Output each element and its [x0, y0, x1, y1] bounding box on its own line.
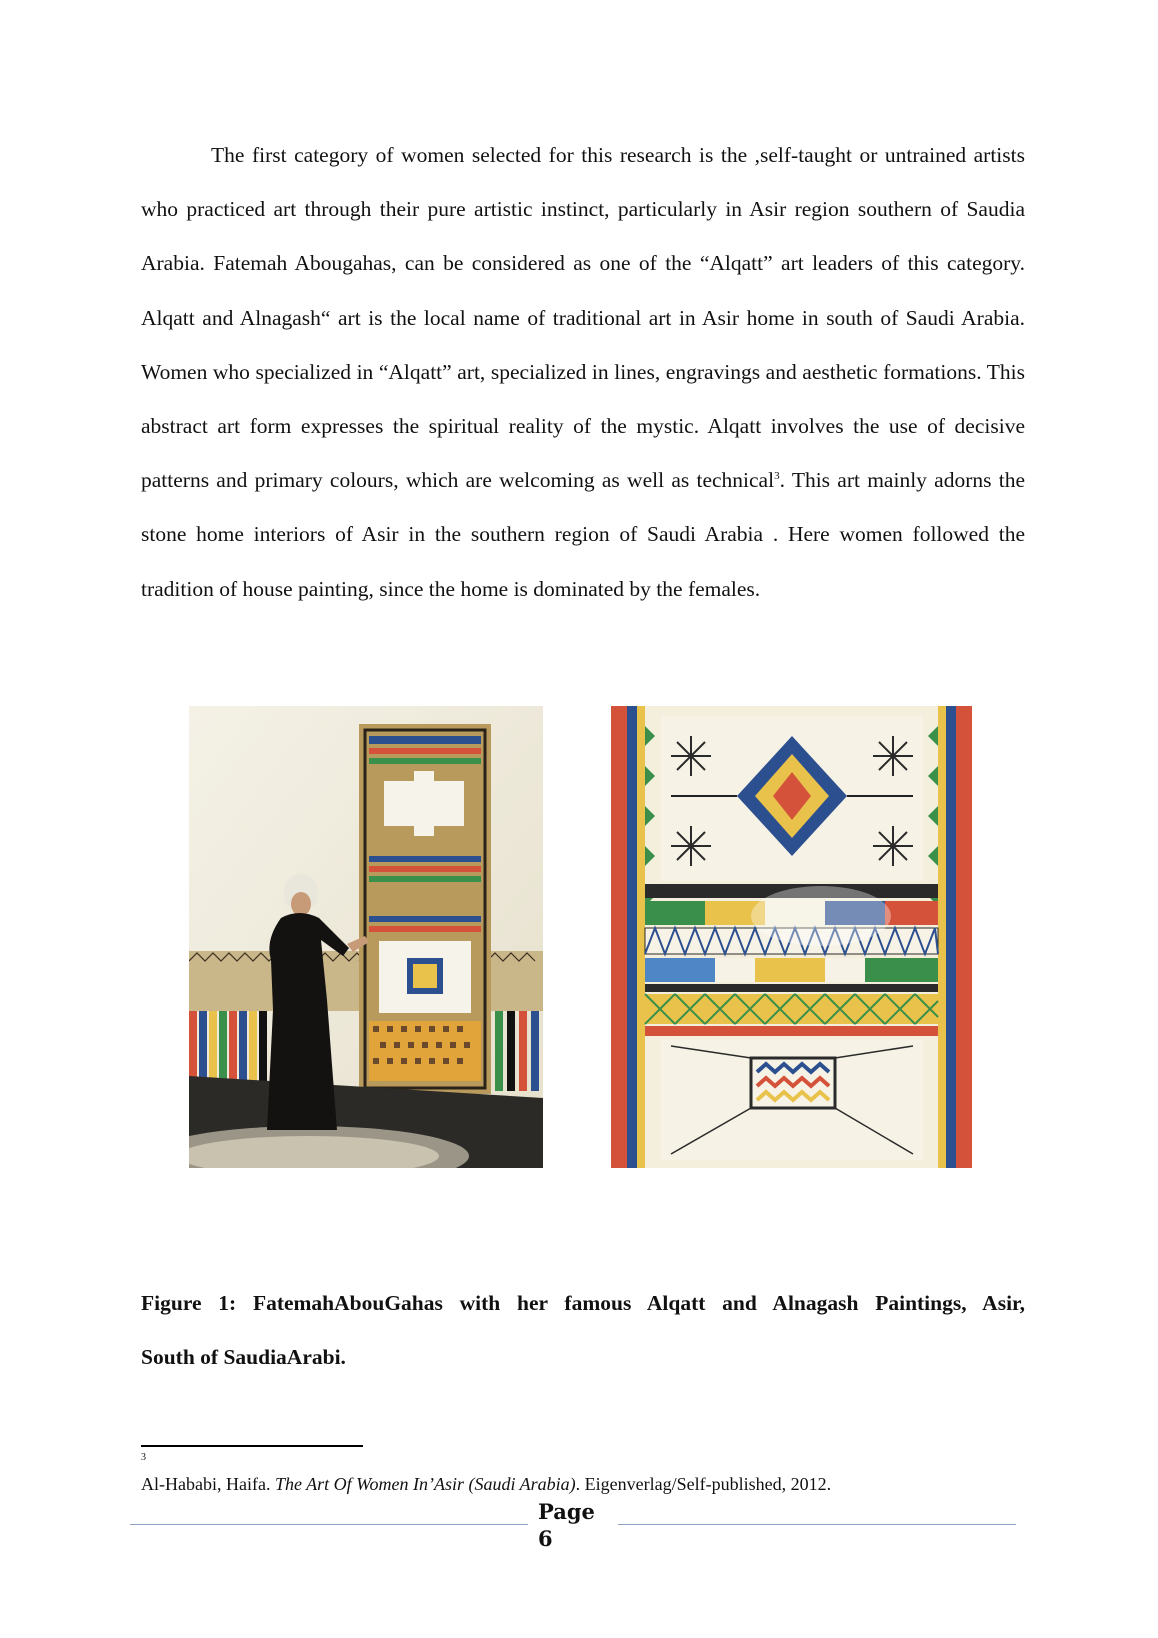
- figure-caption-line2: South of SaudiaArabi.: [141, 1345, 346, 1369]
- body-text-part2: . This art mainly adorns the stone home interiors of Asir in the southern region of Saudi Arabia . Here women followed the tradition of house painting, since the home is dominated by the females.: [141, 468, 1026, 601]
- page-word: Page: [538, 1499, 595, 1524]
- footnote-author: Al-Hababi, Haifa.: [141, 1474, 275, 1494]
- footnote-text: [141, 1472, 831, 1496]
- body-paragraph: [141, 128, 1025, 616]
- footer-rule-left: [130, 1524, 528, 1525]
- footnote-title: The Art Of Women In’Asir (Saudi Arabia): [274, 1474, 576, 1494]
- footnote-publisher: . Eigenverlag/Self-published, 2012.: [575, 1474, 832, 1494]
- figure-caption: [141, 1276, 1025, 1384]
- body-text-part1: The first category of women selected for this research is the ,self-taught or untrained artists who practiced art through their pure artistic instinct, particularly in Asir region southern of Saudia Arabia. Fatemah Abougahas, can be considered as one of the “Alqatt” art leaders of this category. Alqatt and Alnagash“ art is the local name of traditional art in Asir home in south of Saudi Arabia. Women who specialized in “Alqatt” art, specialized in lines, engravings and aesthetic formations. This abstract art form expresses the spiritual reality of the mystic. Alqatt involves the use of decisive patterns and primary colours, which are welcoming as well as technical: [141, 143, 1025, 493]
- footnote-number: 3: [141, 1452, 146, 1463]
- figure-caption-line1: Figure 1: FatemahAbouGahas with her famous Alqatt and Alnagash Paintings, Asir,: [141, 1291, 1025, 1315]
- page-number: 6: [538, 1526, 553, 1551]
- footnote-separator: [141, 1445, 363, 1447]
- figure-photo-woman-painting: [189, 706, 543, 1168]
- page-number-label: [538, 1498, 595, 1552]
- figure-photo-alqatt-painting: [611, 706, 972, 1168]
- footer-rule-right: [618, 1524, 1016, 1525]
- footnote-reference[interactable]: 3: [774, 470, 780, 483]
